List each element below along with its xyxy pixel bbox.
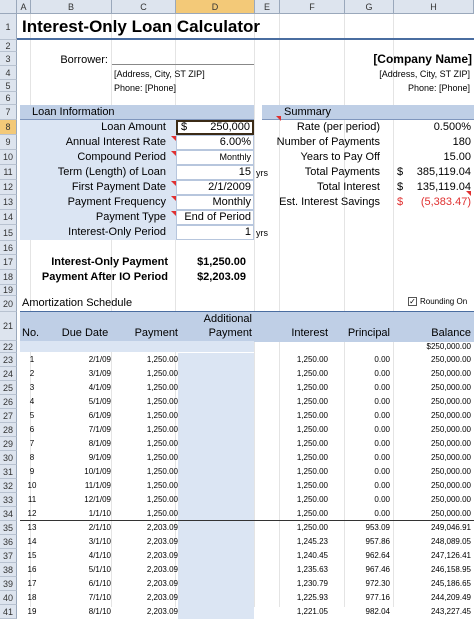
summary-currency: $ bbox=[397, 196, 404, 208]
row-header-24[interactable]: 24 bbox=[0, 367, 17, 381]
payment-amount: 1,250.00 bbox=[146, 397, 178, 406]
row-header-17[interactable]: 17 bbox=[0, 255, 17, 270]
row-header-6[interactable]: 6 bbox=[0, 92, 17, 105]
row-number: 16 bbox=[27, 565, 37, 574]
balance-amount: 243,227.45 bbox=[430, 607, 471, 616]
unit-label: yrs bbox=[256, 168, 268, 178]
row-header-22[interactable]: 22 bbox=[0, 341, 17, 353]
interest-amount: 1,245.23 bbox=[296, 537, 328, 546]
company-phone: Phone: [Phone] bbox=[407, 83, 470, 93]
principal-amount: 0.00 bbox=[374, 453, 390, 462]
row-header-1[interactable]: 1 bbox=[0, 14, 17, 40]
row-header-7[interactable]: 7 bbox=[0, 105, 17, 120]
payment-amount: 2,203.09 bbox=[146, 607, 178, 616]
opening-balance: $250,000.00 bbox=[426, 342, 471, 351]
payment-amount: 2,203.09 bbox=[146, 523, 178, 532]
row-header-10[interactable]: 10 bbox=[0, 150, 17, 165]
payment-amount: 1,250.00 bbox=[146, 439, 178, 448]
payment-amount: 2,203.09 bbox=[146, 579, 178, 588]
due-date: 6/1/09 bbox=[88, 411, 111, 420]
row-number: 4 bbox=[29, 397, 35, 406]
summary-value: 180 bbox=[452, 136, 471, 148]
payment-amount: 1,250.00 bbox=[146, 453, 178, 462]
header-no: No. bbox=[22, 327, 40, 339]
row-header-34[interactable]: 34 bbox=[0, 507, 17, 521]
principal-amount: 957.86 bbox=[365, 537, 390, 546]
loan-info-label: Term (Length) of Loan bbox=[20, 165, 176, 180]
row-number: 8 bbox=[29, 453, 35, 462]
due-date: 5/1/10 bbox=[88, 565, 111, 574]
balance-amount: 250,000.00 bbox=[430, 481, 471, 490]
currency-symbol: $ bbox=[181, 121, 188, 133]
additional-payment-input[interactable] bbox=[178, 563, 254, 577]
unit-label: yrs bbox=[256, 228, 268, 238]
principal-amount: 0.00 bbox=[374, 355, 390, 364]
interest-amount: 1,230.79 bbox=[296, 579, 328, 588]
row-number: 12 bbox=[27, 509, 37, 518]
interest-amount: 1,240.45 bbox=[296, 551, 328, 560]
row-number: 14 bbox=[27, 537, 37, 546]
header-payment: Payment bbox=[134, 327, 178, 339]
page-title: Interest-Only Loan Calculator bbox=[22, 17, 261, 36]
summary-value: 385,119.04 bbox=[416, 166, 471, 178]
comment-indicator[interactable] bbox=[171, 151, 176, 156]
balance-amount: 249,046.91 bbox=[430, 523, 471, 532]
interest-amount: 1,250.00 bbox=[296, 523, 328, 532]
principal-amount: 0.00 bbox=[374, 369, 390, 378]
row-header-8[interactable]: 8 bbox=[0, 120, 17, 135]
interest-amount: 1,250.00 bbox=[296, 425, 328, 434]
additional-payment-input[interactable] bbox=[178, 535, 254, 549]
additional-payment-input[interactable] bbox=[178, 591, 254, 605]
principal-amount: 0.00 bbox=[374, 425, 390, 434]
row-number: 17 bbox=[27, 579, 37, 588]
additional-payment-input[interactable] bbox=[178, 465, 254, 479]
balance-amount: 250,000.00 bbox=[430, 383, 471, 392]
row-number: 1 bbox=[29, 355, 35, 364]
due-date: 9/1/09 bbox=[88, 453, 111, 462]
row-number: 6 bbox=[29, 425, 35, 434]
borrower-line[interactable] bbox=[112, 64, 254, 65]
additional-payment-input[interactable] bbox=[178, 437, 254, 451]
summary-label: Years to Pay Off bbox=[300, 151, 380, 163]
row-header-18[interactable]: 18 bbox=[0, 270, 17, 285]
row-header-23[interactable]: 23 bbox=[0, 353, 17, 367]
loan-info-label: Annual Interest Rate bbox=[20, 135, 176, 150]
row-header-13[interactable]: 13 bbox=[0, 195, 17, 210]
interest-amount: 1,250.00 bbox=[296, 355, 328, 364]
row-number: 19 bbox=[27, 607, 37, 616]
payment-amount: 1,250.00 bbox=[146, 509, 178, 518]
interest-amount: 1,250.00 bbox=[296, 383, 328, 392]
row-header-19[interactable]: 19 bbox=[0, 285, 17, 296]
row-header-35[interactable]: 35 bbox=[0, 521, 17, 535]
column-header-a[interactable]: A bbox=[17, 0, 31, 14]
loan-info-value-input[interactable]: 15 bbox=[176, 165, 254, 180]
principal-amount: 0.00 bbox=[374, 397, 390, 406]
due-date: 1/1/10 bbox=[88, 509, 111, 518]
row-header-36[interactable]: 36 bbox=[0, 535, 17, 549]
payment-amount: 1,250.00 bbox=[146, 495, 178, 504]
additional-payment-input[interactable] bbox=[178, 409, 254, 423]
header-interest: Interest bbox=[291, 327, 328, 339]
io-payment-label: Interest-Only Payment bbox=[51, 256, 168, 268]
due-date: 5/1/09 bbox=[88, 397, 111, 406]
loan-info-label: Payment Type bbox=[20, 210, 176, 225]
rounding-label: Rounding On bbox=[420, 297, 468, 306]
additional-payment-input[interactable] bbox=[178, 353, 254, 367]
additional-payment-input[interactable] bbox=[178, 605, 254, 619]
row-header-31[interactable]: 31 bbox=[0, 465, 17, 479]
row-header-40[interactable]: 40 bbox=[0, 591, 17, 605]
additional-payment-input[interactable] bbox=[178, 381, 254, 395]
principal-amount: 982.04 bbox=[365, 607, 390, 616]
company-name: [Company Name] bbox=[373, 52, 472, 66]
interest-amount: 1,225.93 bbox=[296, 593, 328, 602]
payment-amount: 1,250.00 bbox=[146, 369, 178, 378]
comment-indicator[interactable] bbox=[276, 116, 281, 121]
due-date: 2/1/10 bbox=[88, 523, 111, 532]
due-date: 7/1/10 bbox=[88, 593, 111, 602]
loan-info-value-input[interactable]: Monthly bbox=[176, 195, 254, 210]
row-header-38[interactable]: 38 bbox=[0, 563, 17, 577]
row-number: 2 bbox=[29, 369, 35, 378]
comment-indicator[interactable] bbox=[171, 136, 176, 141]
principal-amount: 0.00 bbox=[374, 481, 390, 490]
row-header-4[interactable]: 4 bbox=[0, 66, 17, 80]
after-io-payment-label: Payment After IO Period bbox=[41, 271, 168, 283]
row-header-20[interactable]: 20 bbox=[0, 296, 17, 312]
summary-currency: $ bbox=[397, 181, 404, 193]
additional-payment-input[interactable] bbox=[178, 577, 254, 591]
comment-indicator[interactable] bbox=[466, 191, 471, 196]
row-header-21[interactable]: 21 bbox=[0, 312, 17, 341]
additional-payment-input[interactable] bbox=[178, 395, 254, 409]
row-header-3[interactable]: 3 bbox=[0, 52, 17, 66]
payment-amount: 1,250.00 bbox=[146, 355, 178, 364]
header-additional: Additional bbox=[203, 313, 252, 325]
header-additional-payment: Payment bbox=[208, 327, 252, 339]
row-number: 15 bbox=[27, 551, 37, 560]
balance-amount: 246,158.95 bbox=[430, 565, 471, 574]
payment-amount: 1,250.00 bbox=[146, 467, 178, 476]
payment-amount: 2,203.09 bbox=[146, 537, 178, 546]
due-date: 4/1/10 bbox=[88, 551, 111, 560]
balance-amount: 250,000.00 bbox=[430, 509, 471, 518]
summary-label: Rate (per period) bbox=[296, 121, 380, 133]
row-number: 7 bbox=[29, 439, 35, 448]
balance-amount: 250,000.00 bbox=[430, 397, 471, 406]
title-underline bbox=[17, 38, 474, 40]
row-header-5[interactable]: 5 bbox=[0, 80, 17, 92]
due-date: 10/1/09 bbox=[84, 467, 111, 476]
row-header-12[interactable]: 12 bbox=[0, 180, 17, 195]
payment-amount: 2,203.09 bbox=[146, 551, 178, 560]
due-date: 8/1/09 bbox=[88, 439, 111, 448]
loan-info-label: Compound Period bbox=[20, 150, 176, 165]
borrower-label: Borrower: bbox=[60, 54, 108, 66]
additional-payment-input[interactable] bbox=[178, 493, 254, 507]
row-header-30[interactable]: 30 bbox=[0, 451, 17, 465]
principal-amount: 0.00 bbox=[374, 439, 390, 448]
due-date: 3/1/09 bbox=[88, 369, 111, 378]
summary-value: (5,383.47) bbox=[420, 196, 471, 208]
principal-amount: 0.00 bbox=[374, 411, 390, 420]
row-header-15[interactable]: 15 bbox=[0, 225, 17, 241]
row-header-16[interactable]: 16 bbox=[0, 241, 17, 255]
payment-amount: 1,250.00 bbox=[146, 411, 178, 420]
principal-amount: 972.30 bbox=[365, 579, 390, 588]
principal-amount: 0.00 bbox=[374, 383, 390, 392]
due-date: 11/1/09 bbox=[84, 481, 111, 490]
additional-payment-input[interactable] bbox=[178, 367, 254, 381]
loan-info-value-input[interactable]: Monthly bbox=[176, 150, 254, 165]
balance-amount: 250,000.00 bbox=[430, 355, 471, 364]
balance-amount: 250,000.00 bbox=[430, 369, 471, 378]
interest-amount: 1,250.00 bbox=[296, 481, 328, 490]
loan-info-label: Interest-Only Period bbox=[20, 225, 176, 240]
column-header-d[interactable]: D bbox=[176, 0, 255, 14]
due-date: 12/1/09 bbox=[84, 495, 111, 504]
due-date: 2/1/09 bbox=[88, 355, 111, 364]
loan-info-value-input[interactable]: 2/1/2009 bbox=[176, 180, 254, 195]
payment-amount: 2,203.09 bbox=[146, 593, 178, 602]
principal-amount: 977.16 bbox=[365, 593, 390, 602]
borrower-phone: Phone: [Phone] bbox=[114, 83, 177, 93]
balance-amount: 250,000.00 bbox=[430, 439, 471, 448]
interest-amount: 1,250.00 bbox=[296, 495, 328, 504]
column-header-h[interactable]: H bbox=[394, 0, 474, 14]
row-number: 13 bbox=[27, 523, 37, 532]
additional-payment-input[interactable] bbox=[178, 521, 254, 535]
comment-indicator[interactable] bbox=[171, 196, 176, 201]
principal-amount: 0.00 bbox=[374, 495, 390, 504]
opening-balance-shade bbox=[20, 341, 254, 352]
principal-amount: 0.00 bbox=[374, 467, 390, 476]
summary-label: Total Payments bbox=[304, 166, 380, 178]
loan-info-value-input[interactable]: 1 bbox=[176, 225, 254, 240]
header-principal: Principal bbox=[347, 327, 390, 339]
column-header-g[interactable]: G bbox=[345, 0, 394, 14]
row-header-25[interactable]: 25 bbox=[0, 381, 17, 395]
row-header-27[interactable]: 27 bbox=[0, 409, 17, 423]
rounding-checkbox[interactable]: ✓ bbox=[409, 297, 416, 306]
column-header-b[interactable]: B bbox=[31, 0, 112, 14]
due-date: 6/1/10 bbox=[88, 579, 111, 588]
company-address: [Address, City, ST ZIP] bbox=[379, 69, 470, 79]
interest-amount: 1,250.00 bbox=[296, 369, 328, 378]
interest-amount: 1,221.05 bbox=[296, 607, 328, 616]
payment-amount: 1,250.00 bbox=[146, 425, 178, 434]
summary-value: 15.00 bbox=[443, 151, 471, 163]
row-header-33[interactable]: 33 bbox=[0, 493, 17, 507]
interest-amount: 1,250.00 bbox=[296, 467, 328, 476]
additional-payment-input[interactable] bbox=[178, 549, 254, 563]
payment-amount: 1,250.00 bbox=[146, 383, 178, 392]
summary-value: 0.500% bbox=[433, 121, 471, 133]
balance-amount: 244,209.49 bbox=[430, 593, 471, 602]
comment-indicator[interactable] bbox=[171, 181, 176, 186]
principal-amount: 967.46 bbox=[365, 565, 390, 574]
additional-payment-input[interactable] bbox=[178, 479, 254, 493]
loan-info-label: Loan Amount bbox=[20, 120, 176, 135]
row-header-14[interactable]: 14 bbox=[0, 210, 17, 225]
additional-payment-input[interactable] bbox=[178, 451, 254, 465]
due-date: 8/1/10 bbox=[88, 607, 111, 616]
summary-heading: Summary bbox=[262, 105, 474, 120]
row-number: 18 bbox=[27, 593, 37, 602]
row-header-26[interactable]: 26 bbox=[0, 395, 17, 409]
interest-amount: 1,250.00 bbox=[296, 509, 328, 518]
row-header-11[interactable]: 11 bbox=[0, 165, 17, 180]
row-header-39[interactable]: 39 bbox=[0, 577, 17, 591]
payment-amount: 1,250.00 bbox=[146, 481, 178, 490]
row-header-9[interactable]: 9 bbox=[0, 135, 17, 150]
column-header-e[interactable]: E bbox=[255, 0, 280, 14]
principal-amount: 953.09 bbox=[365, 523, 390, 532]
summary-label: Total Interest bbox=[317, 181, 380, 193]
borrower-address: [Address, City, ST ZIP] bbox=[114, 69, 205, 79]
summary-currency: $ bbox=[397, 166, 404, 178]
principal-amount: 0.00 bbox=[374, 509, 390, 518]
comment-indicator[interactable] bbox=[171, 211, 176, 216]
row-number: 9 bbox=[29, 467, 35, 476]
balance-amount: 250,000.00 bbox=[430, 467, 471, 476]
summary-value: 135,119.04 bbox=[416, 181, 471, 193]
principal-amount: 962.64 bbox=[365, 551, 390, 560]
balance-amount: 248,089.05 bbox=[430, 537, 471, 546]
header-due-date: Due Date bbox=[61, 327, 109, 339]
due-date: 3/1/10 bbox=[88, 537, 111, 546]
interest-amount: 1,250.00 bbox=[296, 397, 328, 406]
balance-amount: 250,000.00 bbox=[430, 495, 471, 504]
loan-info-heading: Loan Information bbox=[20, 105, 254, 120]
interest-amount: 1,250.00 bbox=[296, 411, 328, 420]
interest-amount: 1,235.63 bbox=[296, 565, 328, 574]
interest-amount: 1,250.00 bbox=[296, 439, 328, 448]
payment-amount: 2,203.09 bbox=[146, 565, 178, 574]
row-header-41[interactable]: 41 bbox=[0, 605, 17, 619]
loan-info-label: First Payment Date bbox=[20, 180, 176, 195]
row-number: 5 bbox=[29, 411, 35, 420]
due-date: 7/1/09 bbox=[88, 425, 111, 434]
additional-payment-input[interactable] bbox=[178, 423, 254, 437]
balance-amount: 250,000.00 bbox=[430, 425, 471, 434]
summary-label: Number of Payments bbox=[276, 136, 380, 148]
header-balance: Balance bbox=[431, 327, 471, 339]
after-io-payment-value: $2,203.09 bbox=[197, 271, 246, 283]
row-number: 11 bbox=[27, 495, 37, 504]
column-header-f[interactable]: F bbox=[280, 0, 345, 14]
column-header-c[interactable]: C bbox=[112, 0, 176, 14]
row-number: 3 bbox=[29, 383, 35, 392]
balance-amount: 245,186.65 bbox=[430, 579, 471, 588]
balance-amount: 250,000.00 bbox=[430, 453, 471, 462]
additional-payment-input[interactable] bbox=[178, 507, 254, 521]
interest-amount: 1,250.00 bbox=[296, 453, 328, 462]
row-header-29[interactable]: 29 bbox=[0, 437, 17, 451]
select-all-corner[interactable] bbox=[0, 0, 17, 14]
loan-info-value-input[interactable]: 250,000 bbox=[176, 120, 254, 135]
balance-amount: 247,126.41 bbox=[430, 551, 471, 560]
row-header-2[interactable]: 2 bbox=[0, 40, 17, 52]
loan-info-value-input[interactable]: 6.00% bbox=[176, 135, 254, 150]
summary-label: Est. Interest Savings bbox=[279, 196, 380, 208]
row-header-37[interactable]: 37 bbox=[0, 549, 17, 563]
schedule-heading: Amortization Schedule bbox=[22, 297, 133, 309]
row-header-28[interactable]: 28 bbox=[0, 423, 17, 437]
row-header-32[interactable]: 32 bbox=[0, 479, 17, 493]
loan-info-label: Payment Frequency bbox=[20, 195, 176, 210]
due-date: 4/1/09 bbox=[88, 383, 111, 392]
io-payment-value: $1,250.00 bbox=[197, 256, 246, 268]
balance-amount: 250,000.00 bbox=[430, 411, 471, 420]
loan-info-value-input[interactable]: End of Period bbox=[176, 210, 254, 225]
row-number: 10 bbox=[27, 481, 37, 490]
